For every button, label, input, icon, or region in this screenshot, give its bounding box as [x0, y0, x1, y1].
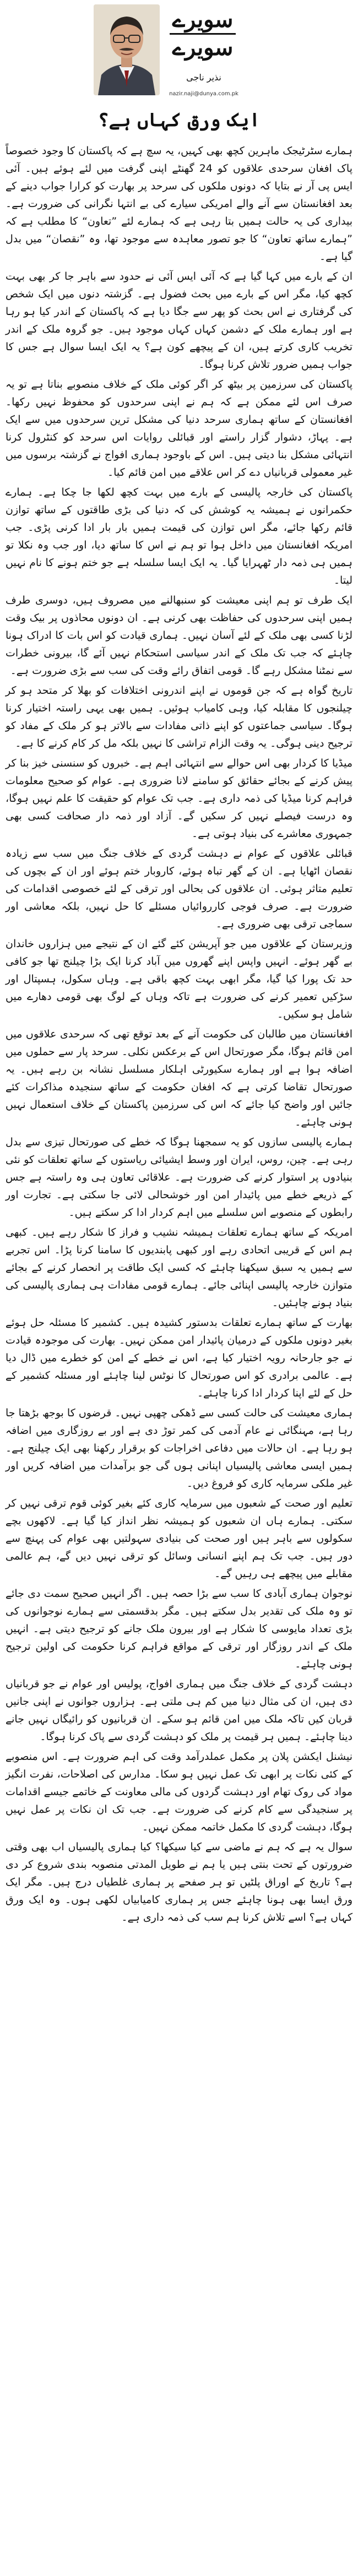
- masthead-block: [83, 0, 248, 105]
- article-paragraph: نیشنل ایکشن پلان پر مکمل عملدرآمد وقت کی اہم ضرورت ہے۔ اس منصوبے کے کئی نکات پر ابھی تک عمل نہیں ہو سکا۔ مدارس کی اصلاحات، نفرت انگیز مواد کی روک تھام اور دہشت گردوں کی مالی معاونت کے خاتمے جیسے اقدامات پر سنجیدگی سے کام کرنے کی ضرورت ہے۔ جب تک ان نکات پر عمل نہیں ہوگا، دہشت گردی کا مکمل خاتمہ ممکن نہیں۔: [6, 1751, 352, 1833]
- article-paragraph: قبائلی علاقوں کے عوام نے دہشت گردی کے خلاف جنگ میں سب سے زیادہ نقصان اٹھایا ہے۔ ان کے گھر تباہ ہوئے، کاروبار ختم ہوئے اور ان کے بچوں کی تعلیم متاثر ہوئی۔ ان علاقوں کی بحالی اور ترقی کے لئے خصوصی اقدامات کی ضرورت ہے۔ صرف فوجی کارروائیاں مسئلے کا حل نہیں، بلکہ معاشی اور سماجی ترقی بھی ضروری ہے۔: [6, 847, 352, 930]
- article-paragraph: افغانستان میں طالبان کی حکومت آنے کے بعد توقع تھی کہ سرحدی علاقوں میں امن قائم ہوگا، مگر صورتحال اس کے برعکس نکلی۔ سرحد پار سے حملوں میں اضافہ ہوا ہے اور ہمارے سکیورٹی اہلکار مسلسل نشانہ بن رہے ہیں۔ یہ صورتحال تقاضا کرتی ہے کہ افغان حکومت کے ساتھ سنجیدہ مذاکرات کئے جائیں اور واضح کیا جائے کہ اس کی سرزمین پاکستان کے خلاف استعمال نہیں ہونی چاہئے۔: [6, 1028, 352, 1128]
- author-name: نذیر ناجی: [186, 72, 221, 83]
- article-paragraph: تاریخ گواہ ہے کہ جن قوموں نے اپنے اندرونی اختلافات کو بھلا کر متحد ہو کر چیلنجوں کا مقابلہ کیا، وہی کامیاب ہوئیں۔ ہمیں بھی یہی راستہ اختیار کرنا ہوگا۔ سیاسی جماعتوں کو اپنے ذاتی مفادات سے بالاتر ہو کر ملک کے مفاد کو ترجیح دینی ہوگی۔ یہ وقت الزام تراشی کا نہیں بلکہ مل کر کام کرنے کا ہے۔: [6, 684, 352, 749]
- article-paragraph: امریکہ کے ساتھ ہمارے تعلقات ہمیشہ نشیب و فراز کا شکار رہے ہیں۔ کبھی ہم اس کے قریبی اتحادی رہے اور کبھی پابندیوں کا سامنا کرنا پڑا۔ اس تجربے سے ہمیں یہ سبق سیکھنا چاہئے کہ کسی ایک طاقت پر انحصار کرنے کے بجائے متوازن خارجہ پالیسی اپنائی جائے۔ ہمارے قومی مفادات ہی ہماری پالیسی کی بنیاد ہونے چاہئیں۔: [6, 1226, 352, 1309]
- article-paragraph: تعلیم اور صحت کے شعبوں میں سرمایہ کاری کئے بغیر کوئی قوم ترقی نہیں کر سکتی۔ ہمارے ہاں ان شعبوں کو ہمیشہ نظر انداز کیا گیا ہے۔ لاکھوں بچے سکولوں سے باہر ہیں اور صحت کی بنیادی سہولتیں بھی عوام کی پہنچ سے دور ہیں۔ جب تک ہم اپنے انسانی وسائل کو ترقی نہیں دیں گے، ہم عالمی مقابلے میں پیچھے ہی رہیں گے۔: [6, 1497, 352, 1580]
- article-paragraph: ہماری معیشت کی حالت کسی سے ڈھکی چھپی نہیں۔ قرضوں کا بوجھ بڑھتا جا رہا ہے، مہنگائی نے عام آدمی کی کمر توڑ دی ہے اور بے روزگاری میں اضافہ ہو رہا ہے۔ ان حالات میں دفاعی اخراجات کو برقرار رکھنا بھی ایک چیلنج ہے۔ ہمیں ایسی معاشی پالیسیاں اپنانی ہوں گی جو برآمدات میں اضافہ کریں اور غیر ملکی سرمایہ کاری کو فروغ دیں۔: [6, 1407, 352, 1490]
- article-paragraph: دہشت گردی کے خلاف جنگ میں ہماری افواج، پولیس اور عوام نے جو قربانیاں دی ہیں، ان کی مثال دنیا میں کم ہی ملتی ہے۔ ہزاروں جوانوں نے اپنی جانیں قربان کیں تاکہ ملک میں امن قائم ہو سکے۔ ان قربانیوں کو رائیگاں نہیں جانے دینا چاہئے۔ ہمیں ہر قیمت پر ملک کو دہشت گردی سے پاک کرنا ہوگا۔: [6, 1678, 352, 1743]
- article-paragraph: پاکستان کی خارجہ پالیسی کے بارے میں بہت کچھ لکھا جا چکا ہے۔ ہمارے حکمرانوں نے ہمیشہ یہ کوشش کی کہ دنیا کی بڑی طاقتوں کے ساتھ توازن قائم رکھا جائے، مگر اس توازن کی قیمت ہمیں بار بار ادا کرنی پڑی۔ جب امریکہ افغانستان میں داخل ہوا تو ہم نے اس کا ساتھ دیا، اور جب وہ نکلا تو ہمیں ہی ذمہ دار ٹھہرایا گیا۔ یہ ایک ایسا سلسلہ ہے جو ختم ہونے کا نام نہیں لیتا۔: [6, 486, 352, 586]
- article-paragraph: ہمارے پالیسی سازوں کو یہ سمجھنا ہوگا کہ خطے کی صورتحال تیزی سے بدل رہی ہے۔ چین، روس، ایران اور وسط ایشیائی ریاستوں کے ساتھ تعلقات کو نئی بنیادوں پر استوار کرنے کی ضرورت ہے۔ علاقائی تعاون ہی وہ راستہ ہے جس کے ذریعے خطے میں پائیدار امن اور خوشحالی لائی جا سکتی ہے۔ تجارت اور رابطوں کے منصوبے اس سلسلے میں اہم کردار ادا کر سکتے ہیں۔: [6, 1136, 352, 1219]
- article-paragraph: سوال یہ ہے کہ ہم نے ماضی سے کیا سیکھا؟ کیا ہماری پالیسیاں اب بھی وقتی ضرورتوں کے تحت بنتی ہیں یا ہم نے طویل المدتی منصوبہ بندی شروع کر دی ہے؟ تاریخ کے اوراق پلٹیں تو ہر صفحے پر ہماری غلطیاں درج ہیں۔ مگر ایک ورق ایسا بھی ہونا چاہئے جس پر ہماری کامیابیاں لکھی ہوں۔ وہ ایک ورق کہاں ہے؟ اسے تلاش کرنا ہم سب کی ذمہ داری ہے۔: [6, 1841, 352, 1923]
- article-paragraph: ہمارے سٹرٹیجک ماہرین کچھ بھی کہیں، یہ سچ ہے کہ پاکستان کا وجود خصوصاً پاک افغان سرحدی علاقوں کو 24 گھنٹے اپنی گرفت میں لئے ہوئے ہیں۔ آئی ایس پی آر نے بتایا کہ دونوں ملکوں کی سرحد پر بھارت کو کرارا جواب دینے کے بعد افغانستان سے آنے والے امریکی سیارے کی بے انتہا نگرانی کی ضرورت ہے۔ بیداری کی یہ حالت ہمیں بتا رہی ہے کہ ہمارے لئے ”تعاون“ کا مطلب ہے کہ ”ہمارے ساتھ تعاون“ کا جو تصور معاہدہ سے موجود تھا، وہ ”نقصان“ میں بدل گیا ہے۔: [6, 145, 352, 263]
- author-email[interactable]: nazir.naji@dunya.com.pk: [169, 91, 238, 97]
- article-paragraph: بھارت کے ساتھ ہمارے تعلقات بدستور کشیدہ ہیں۔ کشمیر کا مسئلہ حل ہوئے بغیر دونوں ملکوں کے درمیان پائیدار امن ممکن نہیں۔ بھارت کی موجودہ قیادت نے جو جارحانہ رویہ اختیار کیا ہے، اس نے خطے کے امن کو خطرے میں ڈال دیا ہے۔ عالمی برادری کو اس صورتحال کا نوٹس لینا چاہئے اور مسئلہ کشمیر کے حل کے لئے اپنا کردار ادا کرنا چاہئے۔: [6, 1317, 352, 1399]
- column-name-line2: سویرے: [172, 35, 234, 61]
- article-paragraph: ان کے بارے میں کہا گیا ہے کہ آئی ایس آئی نے حدود سے باہر جا کر بھی بہت کچھ کیا، مگر اس کے بارے میں بحث فضول ہے۔ گزشتہ دنوں میں ایک شخص کی گرفتاری نے اس بحث کو پھر سے جگا دیا ہے کہ پاکستان کے اندر کیا ہو رہا ہے اور ہمارے ملک کے دشمن کہاں کہاں موجود ہیں۔ جو گروہ ملک کے اندر تخریب کاری کرتے ہیں، ان کے پیچھے کون ہے؟ یہ ایک ایسا سوال ہے جس کا جواب ہمیں ضرور تلاش کرنا ہوگا۔: [6, 270, 352, 371]
- article-body: [6, 142, 352, 1928]
- article-paragraph: نوجوان ہماری آبادی کا سب سے بڑا حصہ ہیں۔ اگر انہیں صحیح سمت دی جائے تو وہ ملک کی تقدیر بدل سکتے ہیں۔ مگر بدقسمتی سے ہمارے نوجوانوں کی بڑی تعداد مایوسی کا شکار ہے اور بیرون ملک جانے کو ترجیح دیتی ہے۔ انہیں ملک کے اندر روزگار اور ترقی کے مواقع فراہم کرنا حکومت کی اولین ترجیح ہونی چاہئے۔: [6, 1588, 352, 1670]
- column-name-line1: سویرے: [172, 7, 234, 32]
- article-paragraph: میڈیا کا کردار بھی اس حوالے سے انتہائی اہم ہے۔ خبروں کو سنسنی خیز بنا کر پیش کرنے کے بجائے حقائق کو سامنے لانا ضروری ہے۔ عوام کو صحیح معلومات فراہم کرنا میڈیا کی ذمہ داری ہے۔ جب تک عوام کو حقیقت کا علم نہیں ہوگا، وہ درست فیصلے نہیں کر سکیں گے۔ آزاد اور ذمہ دار صحافت کسی بھی جمہوری معاشرے کی بنیاد ہوتی ہے۔: [6, 757, 352, 840]
- article-paragraph: وزیرستان کے علاقوں میں جو آپریشن کئے گئے ان کے نتیجے میں ہزاروں خاندان بے گھر ہوئے۔ انہیں واپس اپنے گھروں میں آباد کرنا ایک بڑا چیلنج تھا جو کافی حد تک پورا کیا گیا، مگر ابھی بہت کچھ باقی ہے۔ وہاں سکول، ہسپتال اور سڑکیں تعمیر کرنے کی ضرورت ہے تاکہ وہاں کے لوگ بھی قومی دھارے میں شامل ہو سکیں۔: [6, 938, 352, 1020]
- columnist-portrait-icon: [94, 4, 160, 95]
- column-logo: [164, 7, 241, 67]
- column-masthead: [0, 0, 358, 138]
- article-paragraph: پاکستان کی سرزمین پر بیٹھ کر اگر کوئی ملک کے خلاف منصوبے بناتا ہے تو یہ صرف اس لئے ممکن ہے کہ ہم نے اپنی سرحدوں کو محفوظ نہیں رکھا۔ افغانستان کے ساتھ ہماری سرحد دنیا کی مشکل ترین سرحدوں میں سے ایک ہے۔ پہاڑ، دشوار گزار راستے اور قبائلی روایات اس سرحد کو کنٹرول کرنا انتہائی مشکل بنا دیتی ہیں۔ اس کے باوجود ہماری افواج نے گزشتہ برسوں میں غیر معمولی قربانیاں دے کر اس علاقے میں امن قائم کیا۔: [6, 378, 352, 479]
- article-paragraph: ایک طرف تو ہم اپنی معیشت کو سنبھالنے میں مصروف ہیں، دوسری طرف ہمیں اپنی سرحدوں کی حفاظت بھی کرنی ہے۔ ان دونوں محاذوں پر بیک وقت لڑنا کسی بھی ملک کے لئے آسان نہیں۔ ہماری قیادت کو اس بات کا ادراک ہونا چاہئے کہ جب تک ملک کے اندر سیاسی استحکام نہیں آئے گا، بیرونی خطرات سے نمٹنا مشکل رہے گا۔ قومی اتفاق رائے وقت کی سب سے بڑی ضرورت ہے۔: [6, 594, 352, 677]
- article-headline: ایک ورق کہاں ہے؟: [97, 109, 261, 131]
- columnist-photo: [94, 4, 160, 95]
